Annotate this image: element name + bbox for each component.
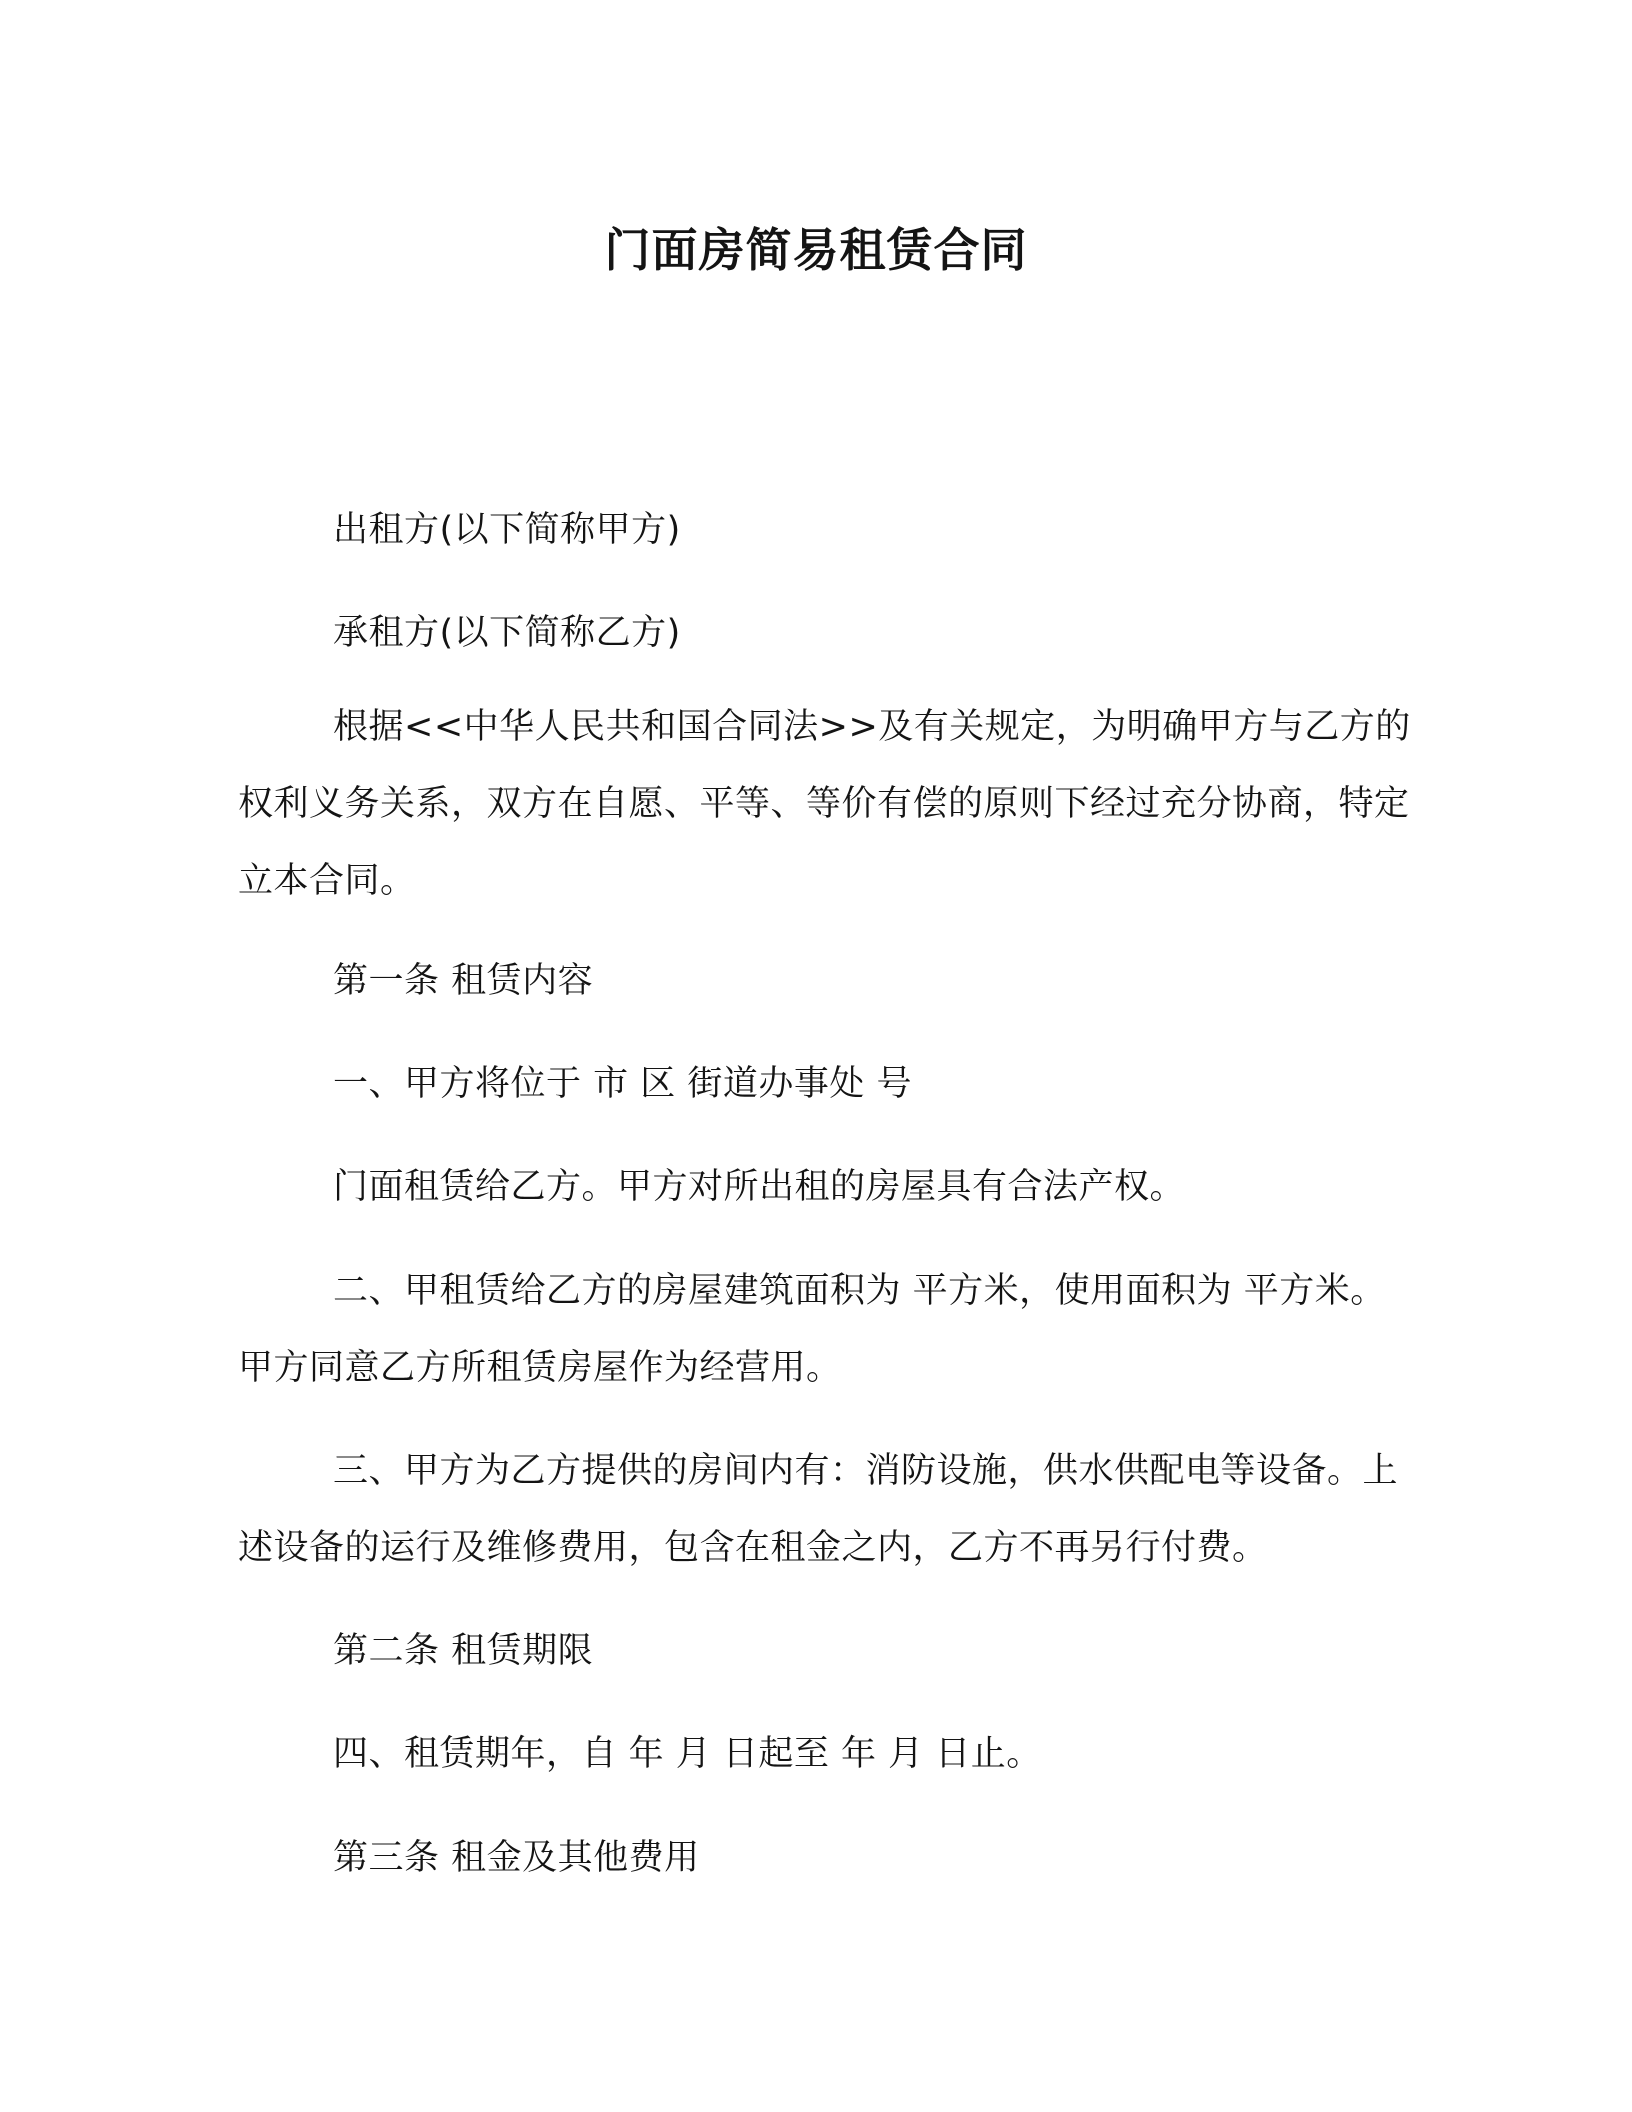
- preamble-paragraph: 根据<<中华人民共和国合同法>>及有关规定，为明确甲方与乙方的权利义务关系，双方在自愿、平等、等价有偿的原则下经过充分协商，特定立本合同。: [238, 707, 1411, 901]
- article-2-heading: 第二条 租赁期限: [333, 1631, 594, 1671]
- article-3-heading: 第三条 租金及其他费用: [333, 1838, 700, 1878]
- document-title: 门面房简易租赁合同: [604, 223, 1028, 277]
- clause-2-area: 二、甲租赁给乙方的房屋建筑面积为 平方米，使用面积为 平方米。甲方同意乙方所租赁房屋作为经营用。: [238, 1271, 1386, 1388]
- clause-1-location: 一、甲方将位于 市 区 街道办事处 号: [333, 1064, 913, 1104]
- article-1-heading: 第一条 租赁内容: [333, 961, 594, 1001]
- party-a-line: 出租方(以下简称甲方): [333, 510, 681, 550]
- party-b-line: 承租方(以下简称乙方): [333, 613, 681, 653]
- clause-3-facilities: 三、甲方为乙方提供的房间内有：消防设施，供水供配电等设备。上述设备的运行及维修费用，包含在租金之内，乙方不再另行付费。: [238, 1451, 1399, 1568]
- clause-4-term: 四、租赁期年，自 年 月 日起至 年 月 日止。: [333, 1734, 1042, 1774]
- clause-1-ownership: 门面租赁给乙方。甲方对所出租的房屋具有合法产权。: [333, 1167, 1186, 1207]
